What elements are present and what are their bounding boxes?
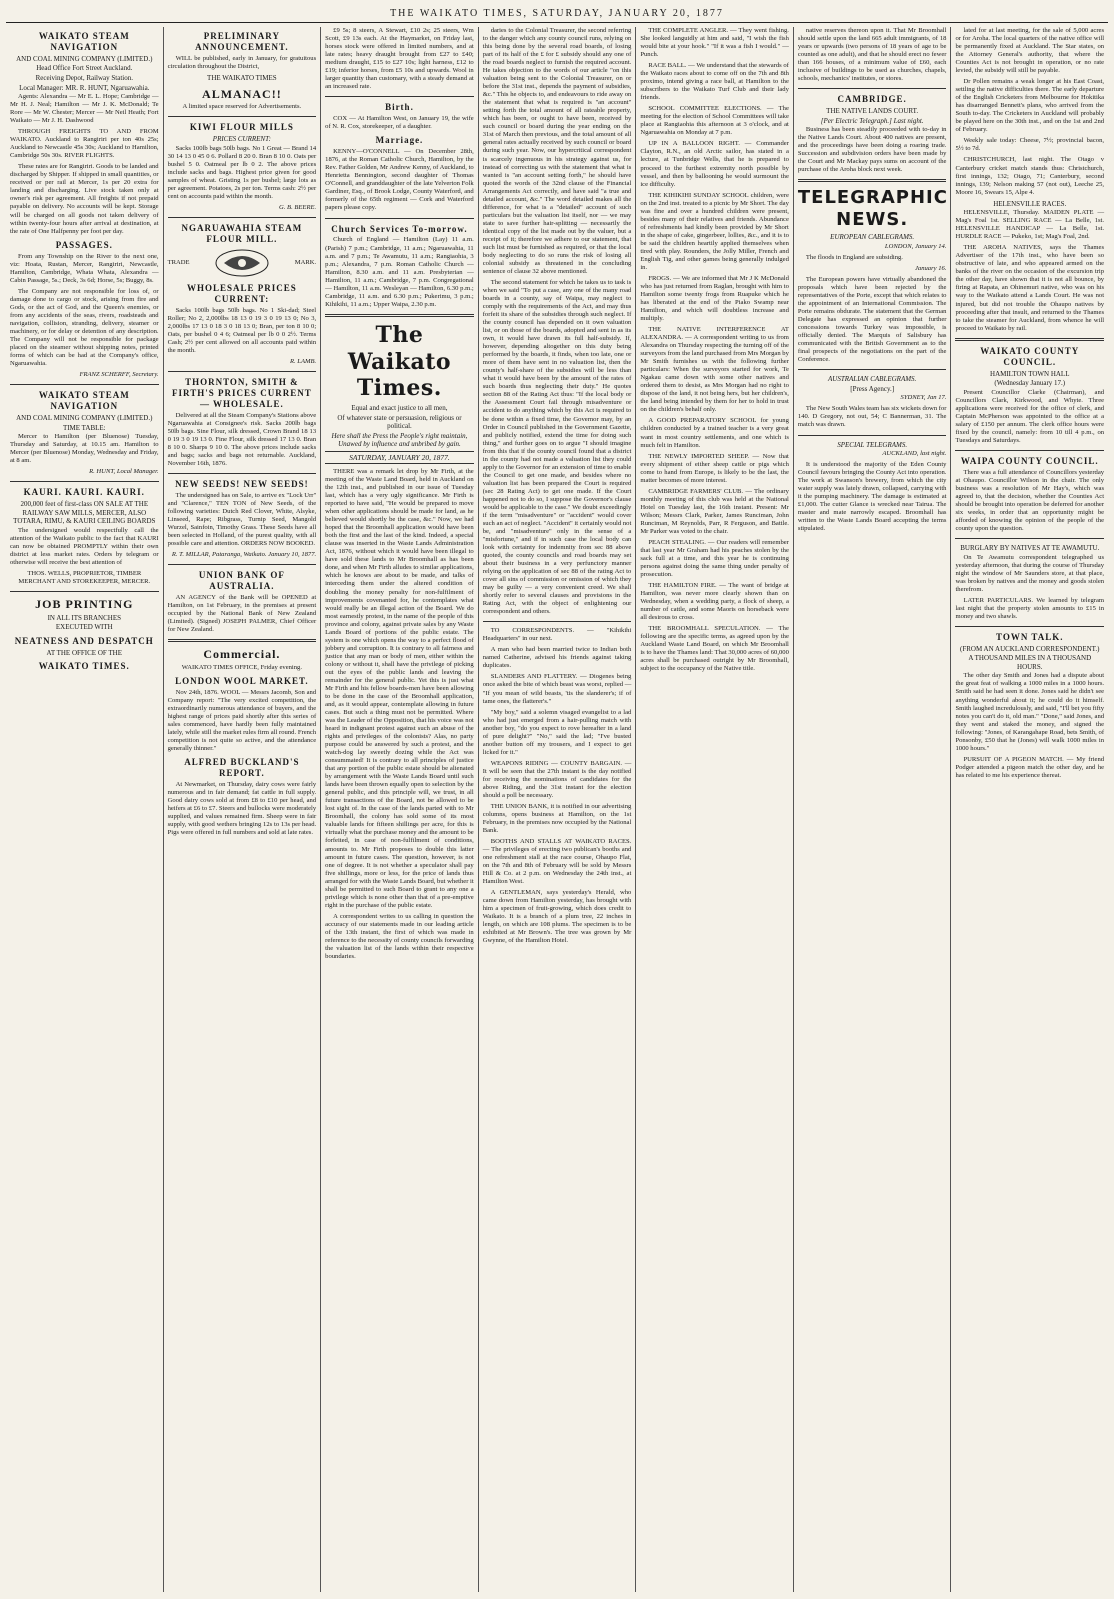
burglary-body: On Te Awamutu correspondent telegraphed us yesterday afternoon, that during the course of Thursday night the window of Mr Saunders store, at that place, was broken by natives and the money and goods stolen therefrom. [955, 553, 1105, 593]
divider [798, 88, 947, 89]
timetable-title: WAIKATO STEAM NAVIGATION [38, 390, 130, 411]
slanders-flattery: SLANDERS AND FLATTERY. — Diogenes being once asked the bite of which beast was worst, replied — "If you mean of wild beasts, 'tis the slanderer's; if of tame ones, the flatterer's." [482, 673, 632, 705]
town-talk-title: A THOUSAND MILES IN A THOUSAND HOURS. [968, 654, 1092, 671]
divider [955, 626, 1104, 627]
preparatory-school: A GOOD PREPARATORY SCHOOL for young children conducted by a trained teacher is a very great want in most country settlements, and one which is much felt in Hamilton. [640, 417, 789, 449]
divider [10, 384, 159, 385]
county-date: (Wednesday January 17.) [994, 379, 1066, 388]
timetable-text: Mercer to Hamilton (per Bluenose) Tuesday, Thursday and Saturday, at 10.15 am. Hamilton to Mercer (per Bluenose) Monday, Wednesday and Friday, at 8 am. [10, 433, 159, 465]
column-3 [321, 27, 479, 1592]
kiwi-signature: G. B. BEERE. [278, 203, 317, 211]
steam-nav-title: WAIKATO STEAM NAVIGATION [38, 31, 130, 52]
wholesale-heading: WHOLESALE PRICES CURRENT: [186, 282, 297, 304]
divider [955, 538, 1104, 539]
native-interference: THE NATIVE INTERFERENCE AT ALEXANDRA. — A correspondent writing to us from Alexandra on Thursday respecting the turning off of the surveyors from the land purchased from Mrs Morgan by Mr Smith furnishes us with the following further particulars: When the surveyors started for work, Te Ngakau came down with some other natives and ordered them to desist, as Mrs Morgan had no right to dispose of the land, it not being hers, but her children's, the land being intended by them for her to hold in trust on the children's behalf only. [640, 326, 789, 414]
job-printing-sub: IN ALL ITS BRANCHES [47, 613, 122, 622]
cambridge-telegraph: [Per Electric Telegraph.] Last night. [820, 116, 924, 125]
passages-text: From any Township on the River to the next one, viz: Hoata, Rustan, Mercer, Rangiriri, Newcastle, Hamilton, Cambridge, Whata Whata, Alexandra — Cabin Passage, 5s.; Deck, 3s 6d; Horse, 5s; Buggy, 8s. [10, 252, 159, 284]
divider [955, 450, 1104, 451]
broomhall-speculation: THE BROOMHALL SPECULATION. — The following are the specific terms, as agreed upon by the Auckland Waste Land Board, on which Mr Broomhall is to have the Thames land: That 30,000 acres of 60,000 acres shall be purchased outright by Mr Broomhall, subject to the occupancy of the Native title. [640, 625, 789, 673]
town-talk-sub: (FROM AN AUCKLAND CORRESPONDENT.) [960, 644, 1100, 653]
leader-continued: daries to the Colonial Treasurer, the second referring to the danger which any county council runs, relying on this being done by the several road boards, of losing part of its half of the £ for £ subsidy should any one of the road boards neglect to furnish the required account. He takes objection to the words of our article "on this valuation being sent to the Colonial Treasurer, on or before the 31st inst., depends the payment of subsidies, &c." This he objects to, and endeavours to ride away on the statement that what is required is "an account" setting forth the total amount of all rateable property, which has been, or ought to have been, received by such council or board during the year ending on the 31st of March then previous, and the total amount of all general rates actually received by such council or board during such year. Now, our hypercritical correspondent is scarcely ingenuous in his strategy against us, for instead of correcting us with the statement that what is wanted is "an account setting forth," he should have quoted the words of the 32nd clause of the Financial Arrangements Act correctly, and have said "a true and detailed account, &c." The word detailed makes all the difference, for what is a "detailed" account of such particulars but the valuation list itself, nor — we may state to save further hair-splitting — necessarily the identical copy of the list made out by the valuer, but a receipt of it; therefore we adhere to our statement, that such list must be furnished as required, or that the local body neglecting to do so runs the risk of losing all colonial subsidy as threatened in the concluding sentence of clause 32 above mentioned. [482, 27, 632, 275]
school-elections: SCHOOL COMMITTEE ELECTIONS. — The meeting for the election of School Committees will take place at Rangiaohia this afternoon at 3 o'clock, and at Ngaruawahia on Monday at 7 p.m. [640, 105, 789, 137]
church-heading: Church Services To-morrow. [331, 223, 468, 234]
kauri-sub: 200,000 feet of first-class ON SALE AT THE RAILWAY SAW MILLS, MERCER, ALSO TOTARA, RIMU, & KAURI CEILING BOARDS [13, 500, 156, 526]
kauri-body: The undersigned would respectfully call the attention of the Waikato public to the fact that KAURI can now be obtained PROMPTLY within their own district at less market rates. Orders by telegram or otherwise will receive the best attention of [10, 526, 159, 566]
divider [168, 639, 317, 642]
trade-label: TRADE [167, 258, 190, 266]
cambridge-heading: CAMBRIDGE. [837, 94, 907, 105]
seeds-heading: NEW SEEDS! NEW SEEDS! [175, 479, 309, 490]
booths-stalls: BOOTHS AND STALLS AT WAIKATO RACES. — The privileges of erecting two publican's booths and one refreshment stall at the race course, Ohaupo Flat, on the 7th and 8th of February will be sold by Messrs Hill & Co. at 2 p.m. on Wednesday the 24th inst., at Hamilton West. [482, 838, 632, 886]
birth-heading: Birth. [385, 102, 414, 113]
columns [6, 27, 1108, 1592]
column-5 [636, 27, 794, 1592]
ngaruawahia-mill-heading: NGARUAWAHIA STEAM FLOUR MILL. [181, 222, 303, 244]
buckland-body: At Newmarket, on Thursday, dairy cows were fairly numerous and in fair demand; fat cattle in full supply. Good dairy cows sold at from £8 to £10 per head, and heifers at £6 to £7. Steers and bullocks were moderately supplied, and values remained firm. Sheep were in fair supply, with good wethers bringing 12s to 13s per head. Pigs were offered in full numbers and sold at late rates. [167, 781, 317, 837]
steam-nav-sub: AND COAL MINING COMPANY (LIMITED.) [16, 54, 153, 63]
kauri-signature: THOS. WELLS, PROPRIETOR, TIMBER MERCHANT AND STOREKEEPER, MERCER. [18, 569, 151, 585]
euro-body-1: The floods in England are subsiding. [805, 253, 903, 261]
kiwi-body: Sacks 100lb bags 50lb bags. No 1 Great — Brand 14 30 14 13 0 45 0 6. Pollard 8 20 0. Bran 8 10 0. Oats per bushel 5 0. Oatmeal per lb 0 2. The above prices include sacks and bags. Highest price given for good samples of wheat. Gristing 1s per bushel; large lots as per agreement. Potatoes, 2s per ton. Terms cash: 2½ per cent on accounts paid within the month. [167, 144, 317, 200]
market-continued: £9 5s; 8 steers, A Stewart, £10 2s; 25 steers, Wm Scott, £9 13s each. At the Haymarket, on Friday last, horses stock were offered in limited numbers, and at late rates; heavy draught brought from £27 to £40; medium draught, £15 to £27 10s; light harness, £12 to £19; inferior horses, from £5 10s and upwards. Wool in larger quantity than customary, with a steady demand at an increased rate. [325, 27, 474, 91]
trade-mark-row [168, 247, 317, 279]
weekly-sale: Weekly sale today: Cheese, 7½; provincial bacon, 5½ to 7d. [955, 137, 1105, 153]
divider [325, 96, 474, 97]
marriage-notice: KENNY—O'CONNELL — On December 28th, 1876, at the Roman Catholic Church, Hamilton, by the Rev. Father Golden, Mr Andrew Kenny, of Auckland, to Henrietta Bennington, second daughter of Thomas O'Connell, and granddaughter of the late Yelverton Folk Gardiner, Esq., of Brook Lodge, County Waterford, and formerly of the 65th regiment — Cork and Waterford papers please copy. [325, 148, 474, 212]
motto-line-1: Equal and exact justice to all men, [351, 404, 448, 413]
farmers-club: CAMBRIDGE FARMERS' CLUB. — The ordinary monthly meeting of this club was held at the National Hotel on Tuesday last, the 16th instant. Present: Mr Wilson; Messrs Clark, Parker, James Runciman, John Runciman, M Reynolds, Parr, R Ferguson, and Battle. Mr Parker was voted to the chair. [640, 487, 789, 535]
column-1 [6, 27, 164, 1592]
wholesale-body: Sacks 100lb bags 50lb bags. No 1 Ski-dad; Steel Roller; No 2, 2,000lbs 18 13 0 19 3 0 19 13 0; No 3, 2,000lbs 17 13 0 18 3 0 18 13 0; Bran, per ton 8 10 0; Oats, per bushel 0 4 6; Oatmeal per lb 0 0 2½. Terms Cash; 2½ per cent allowed on all accounts paid within the month. [167, 306, 317, 354]
town-hall-sub: HAMILTON TOWN HALL [990, 369, 1070, 378]
complete-angler: THE COMPLETE ANGLER. — They went fishing. She looked languidly at him and said, "I wish the fish would bite at your hook." "If it was a fish I would." — Punch. [640, 27, 789, 59]
column-7 [951, 27, 1108, 1592]
office-of-the: AT THE OFFICE OF THE [46, 648, 123, 657]
town-talk-body: The other day Smith and Jones had a dispute about the great feat of walking a 1000 miles in a 1000 hours. Smith said he had seen it done. Jones said he didn't see anything wonderful about it; he could do it himself. Smith laughed incredulously, and said, "I'll bet you fifty notes you can't do it, old man." "Done," said Jones, and they went and staked the money, and signed the following: "Jones, of Karangahape Road, bets Smith, of Ponsonby, £50 that he (Jones) will walk 1000 miles in 1000 hours." [955, 672, 1105, 752]
wool-market-body: Nov 24th, 1876. WOOL — Messrs Jacomb, Son and Company report: "The very excited competition, the extraordinarily numerous attendance of buyers, and the highest range of prices paid shortly after this series of sales commenced, have hardly been fully maintained lately, while still the market rules firm all round. French competition is not quite so active, and the attendance generally thinner." [167, 689, 317, 753]
agents-list: Agents: Alexandra — Mr E. L. Hope; Cambridge — Mr H. J. Neal; Hamilton — Mr J. K. McDonald; Te Rore — Mr W. Chester; Mercer — Mr Neil Heath; Fort Waikato — Mr J. H. Dashwood [10, 93, 159, 125]
special-body: It is understood the majority of the Eden County Council favours bringing the County Act into operation. The work at Swanson's brewery, from which the city water supply was lately drawn, collapsed, carrying with it the pumping machinery. The damage is estimated at £1,000. The cutter Glance is wrecked near Tairua. The master and mate narrowly escaped. Broomhall has written to the Waste Lands Board accepting the terms stipulated. [797, 461, 947, 533]
seeds-body: The undersigned has on Sale, to arrive ex "Lock Urr" and "Clarence," TEN TON of New Seeds, of the following varieties: Dutch Red Clover, White, Alsyke, Linseed, Rape; Ribgrass, Turnip Seed, Mangold Wurzel, Sainfoin, Timothy Grass. These Seeds have all been selected in Holland, of the purest quality, with all possible care and attention. ORDERS NOW BOOKED. [167, 492, 317, 548]
waikato-times-footer: WAIKATO TIMES. [38, 661, 130, 672]
riding-notice: WEAPONS RIDING — COUNTY BARGAIN. — It will be seen that the 27th instant is the day notified for receiving the nominations of candidates for the above Riding, and the 31st instant for the election should a poll be necessary. [482, 759, 632, 799]
balloon-note: UP IN A BALLOON RIGHT. — Commander Clayton, R.N., an old Arctic sailor, has stated in a lecture, at Tunbridge Wells, that he is prepared to proceed to the furthest extremity north possible by vessel, and then by ballooning he would surmount the ice difficulty. [640, 140, 789, 188]
native-lands-court: THE NATIVE LANDS COURT. [826, 107, 919, 116]
freights: THROUGH FREIGHTS TO AND FROM WAIKATO. Auckland to Rangiriri per ton 40s 25s; Auckland to Newcastle 45s 30s; Auckland to Hamilton, Cambridge 50s 30s. RIVER FLIGHTS. [10, 128, 159, 160]
divider [798, 179, 947, 182]
head-office: Head Office Fort Street Auckland. [36, 64, 133, 73]
divider [168, 217, 317, 218]
executed-with: EXECUTED WITH [55, 623, 113, 632]
imported-sheep: THE NEWLY IMPORTED SHEEP. — Now that every shipment of either sheep cattle or pigs which come to hand from Europe, is likely to be the last, the matter becomes of more interest. [640, 452, 789, 484]
buckland-heading: ALFRED BUCKLAND'S REPORT. [184, 757, 300, 779]
divider [798, 435, 947, 436]
aus-dateline: SYDNEY, Jan 17. [900, 394, 947, 402]
timetable-signature: R. HUNT, Local Manager. [89, 468, 159, 476]
aroha-natives: THE AROHA NATIVES, says the Thames Advertiser of the 17th inst., who have been so obstructive of late, and who appeared armed on the banks of the river on the occasion of the excursion trip the other day, have shown that it is not all bounce, by firing at Rapata, an Ohinemuri native, who was on his way to the Waikato attend a Lands Court. He was not injured, but did not trouble the Ohaupo natives by proceeding after that insult, and returned to the Thames to take the steamer for Auckland, from whence he will proceed to Waikato by rail. [955, 244, 1105, 332]
editorial-dateline: SATURDAY, JANUARY 20, 1877. [325, 451, 474, 464]
waikato-county-heading: WAIKATO COUNTY COUNCIL. [980, 345, 1080, 367]
divider [325, 218, 474, 219]
local-manager: Local Manager: MR. R. HUNT, Ngaruawahia. [19, 83, 150, 92]
motto-line-2: Of whatever state or persuasion, religious or political. [337, 413, 462, 431]
masthead: THE WAIKATO TIMES, SATURDAY, JANUARY 20, 1877 [6, 8, 1108, 23]
column-2 [164, 27, 322, 1592]
later-particulars: LATER PARTICULARS. We learned by telegram last night that the property stolen amounts to £15 in money and two shawls. [955, 596, 1105, 620]
telegram-continued: lated for at last meeting, for the sale of 5,000 acres or for Aroha. The local quarters of the native office will be permanently fixed at Auckland. The Star states, on the Attorney General's authority, that where the Counties Act is not brought in operation, or no rate levied, the subsidy will still be payable. [955, 27, 1105, 75]
european-cablegrams-heading: EUROPEAN CABLEGRAMS. [830, 233, 915, 242]
hamilton-bridge: THE HAMILTON FIRE. — The want of bridge at Hamilton, was never more clearly shown than on Wednesday, when a wedding party, a flock of sheep, a number of cattle, and some Maoris on horseback were all desirous to cross. [640, 582, 789, 622]
crest-icon [212, 247, 272, 279]
divider [168, 473, 317, 474]
divider [168, 116, 317, 117]
union-bank-note: THE UNION BANK, it is notified in our advertising columns, opens business at Hamilton, on the 1st February, in the premises now occupied by the National Bank. [482, 802, 632, 834]
divider [168, 371, 317, 372]
union-bank-heading: UNION BANK OF AUSTRALIA. [198, 570, 285, 592]
timetable-sub: AND COAL MINING COMPANY (LIMITED.) [16, 413, 153, 422]
australian-cablegrams-heading: AUSTRALIAN CABLEGRAMS. [828, 375, 917, 384]
freight-rules: These rates are for Rangiriri. Goods to be landed and discharged by Shipper. If shipped in small quantities, or received or per rail at Mercer, 1s per 20 extra for landing and discharging. Live stock taken only at owner's risk per agreement. All freights if not prepaid payable on delivery. No accounts will be kept. Storage will be charged on all goods not taken delivery of within twenty-four hours after arrival at destination, at the rate of One Halfpenny per foot per day. [10, 163, 159, 235]
seeds-signature: R. T. MILLAR, Pataranga, Waikato. January 10, 1877. [171, 551, 317, 559]
motto-line-3: Here shall the Press the People's right maintain, Unawed by influence and unbribed by gain. [331, 431, 468, 449]
divider [955, 338, 1104, 341]
job-printing-title: JOB PRINTING [35, 596, 134, 611]
mark-label: MARK. [294, 258, 317, 266]
press-agency: [Press Agency.] [850, 384, 895, 393]
aus-body: The New South Wales team has six wickets down for 140. D Gregory, not out, 54; C Bannerman, 31. The match was drawn. [797, 405, 947, 429]
divider [483, 621, 632, 622]
receiving-depot: Receiving Depot, Railway Station. [35, 74, 133, 82]
thornton-heading: THORNTON, SMITH & FIRTH'S PRICES CURRENT — WHOLESALE. [172, 377, 312, 409]
liability-text: The Company are not responsible for loss of, or damage done to cargo or stock, arising from fire and Gods, or the act of God, and the Queen's enemies, or from any accidents of the seas, rivers, roadsteads and navigation, collision, stranding, delivery, steamer or machinery, or for delay or detention of any description. The Company will not be responsible for package placed on the steamer without shipping notes, printed forms of which can be had at the Company's office, Ngaruawahia. [10, 287, 159, 367]
county-body: Present Councillor Clarke (Chairman), and Councillors Clark, Kirkwood, and Whyte. Three applications were received for the office of clerk, and Captain McPherson was appointed to the office at a salary of £150 per annum. The clerk office hours were fixed by the council, namely: from 10 till 4 p.m., on Tuesdays and Saturdays. [955, 388, 1105, 444]
kiwi-heading: KIWI FLOUR MILLS [189, 122, 294, 133]
married-twice: A man who had been married twice to Indian both named Catherine, advised his friends against taking duplicates. [482, 646, 632, 670]
special-telegrams-heading: SPECIAL TELEGRAMS. [837, 440, 908, 449]
wool-market-heading: LONDON WOOL MARKET. [175, 676, 309, 687]
divider [10, 591, 159, 592]
special-dateline: AUCKLAND, last night. [882, 450, 947, 458]
burglary-heading: BURGLARY BY NATIVES AT TE AWAMUTU. [960, 544, 1100, 553]
euro-body-2: The European powers have virtually abandoned the proposals which have been rejected by the representatives of the Porte, except that which relates to the appointment of an International Commission. The Porte remains obdurate. The statement that the German Delegate has expressed an opinion that further concessions towards Turkey was impossible, is officially denied. The Marquis of Salisbury has communicated with the British Government as to the final prospects of the negotiations on the part of the Conference. [797, 275, 947, 364]
secretary-signature: FRANZ SCHERFF, Secretary. [79, 371, 159, 378]
wholesale-signature: R. LAMB. [289, 358, 317, 365]
timetable-heading: TIME TABLE: [62, 423, 106, 432]
town-talk-heading: TOWN TALK. [996, 631, 1064, 642]
waipa-body: There was a full attendance of Councillors yesterday at Ohaupo. Councillor Wilson in the chair. The only business was a resolution of Mr Hay's, which was agreed to, that the decision, whether the Counties Act should be brought into operation be deferred for another six weeks, in order that an opportunity might be afforded of knowing the opinion of the people of the county upon the question. [955, 468, 1105, 533]
broomhall-continued: native reserves thereon upon it. That Mr Broomhall should settle upon the land 665 adult immigrants, of 18 years or upwards (two persons of 18 years of age to be counted as one adult), and that he should erect no fewer than 166 houses, of a minimum value of £60, each inclusive of buildings to be used as churches, chapels, schools, mechanics' institutes, or stores. [797, 27, 947, 83]
cambridge-body: Business has been steadily proceeded with to-day in the Native Lands Court. About 400 natives are present, and the proceedings have been doing a roaring trade. Succession and subdivision orders have been made by the Court and Mr Mackay pays sums on account of the purchase of the Aroha block next week. [797, 126, 947, 174]
prelim-text: WILL be published, early in January, for gratuitous circulation throughout the District, [167, 54, 317, 70]
pigeon-match: PURSUIT OF A PIGEON MATCH. — My friend Podger attended a pigeon match the other day, and he has related to me his experience thereat. [955, 755, 1105, 779]
church-services: Church of England — Hamilton (Lay) 11 a.m. (Parish) 7 p.m.; Cambridge, 11 a.m.; Ngaruawahia, 11 a.m. and 7 p.m.; Te Awamutu, 11 a.m.; Rangiaohia, 3 p.m.; Alexandra, 7 p.m. Roman Catholic Church — Hamilton, 8.30 a.m. and 11 a.m. Presbyterian — Hamilton, 11 a.m.; Cambridge, 7 p.m. Congregational — Hamilton, 11 a.m. Wesleyan — Hamilton, 6.30 p.m.; Cambridge, 11 a.m. and 6.30 p.m.; Pukerimu, 3 p.m.; Kihikihi, 11 a.m.; Upper Waipa, 2.30 p.m. [325, 236, 474, 308]
thornton-body: Delivered at all the Steam Company's Stations above Ngaruawahia at Consignee's risk. Sacks 200lb bags 50lb bags. Sine Flour, silk dressed, Crown Brand 18 13 0 19 3 0 19 13 0. Fine Flour, silk dressed 17 13 0. Bran 8 10 0. Sharps 9 10 0. The above prices include sacks and bags; sacks and bags not returnable. Auckland, November 16th, 1876. [167, 411, 317, 468]
column-6 [794, 27, 952, 1592]
waipa-county-heading: WAIPA COUNTY COUNCIL. [960, 455, 1099, 466]
almanac-title: ALMANAC!! [202, 86, 282, 101]
commercial-heading: Commercial. [203, 647, 281, 662]
passages-heading: PASSAGES. [55, 239, 113, 250]
divider [798, 369, 947, 370]
race-ball: RACE BALL. — We understand that the stewards of the Waikato races about to come off on the 7th and 8th proximo, intend giving a race ball, at Hamilton to the subscribers to the Waikato Turf Club and their lady friends. [640, 62, 789, 102]
leader-article-2: A correspondent writes to us calling in question the accuracy of our statements made in our leading article of the 13th instant, the first of which was made in reference to the necessity of county councils forwarding the valuation list of the lands within their respective boundaries. [325, 912, 474, 960]
euro-dateline-2: January 16. [914, 264, 947, 272]
column-4 [479, 27, 637, 1592]
to-correspondents: TO CORRESPONDENTS. — "Kihikihi Headquarters" in our next. [482, 627, 632, 643]
commercial-office: WAIKATO TIMES OFFICE, Friday evening. [181, 664, 302, 672]
frogs-note: FROGS. — We are informed that Mr J K McDonald who has just returned from Raglan, brought with him to Hamilton some twenty frogs from Ruapuke which he has liberated at the end of the Piako Swamp near Hamilton, and which will doubtless increase and multiply. [640, 274, 789, 323]
leader-continued-2: The second statement for which he takes us to task is when we said "To put a case, any one of the many road boards in a county, say of Waipa, may neglect to comply with the requirements of the Act, and may thus forfeit its share of the subsidies through such neglect. If the county council has depended on it own valuation list, or on those of the boards, adopted and sent in as its own, it would have drawn its full half-subsidy. If, however, depending altogether on this duty being performed by the boards, it finds, when too late, one or more of them have sent in no valuation list, then the county's half-share of the subsidies will be less than what it would have been by the amount of the rates of such boards thus neglecting their duty." He quotes section 88 of the Rating Act thus: "If the local body or the Assessment Court fail through misadventure or accident to do anything which by this Act is required to be done within a fixed time, the Governor may, by an Order in Council published in the Government Gazette, and publicly notified, extend the time for doing such thing," and further goes on to argue "I should imagine from this that if the county council found that a district in the county had not made a valuation list they could apply to the Governor for an extension of time to enable the Council to get one made, and besides where no valuation list has been prepared the Court is required (sec 28 Rating Act) to get one made. If the Court happened not to do so, I suppose the Governor's clause would be applicable to the case." We doubt exceedingly if the term "misadventure" or "accident" would cover such an act of neglect. "Accident" it certainly would not be, and "misadventure" only in the sense of a "misfortune," and if in such case the local body can look with certainty for indemnity from sec 88 above quoted, the county councils and road boards may set about their business in a very perfunctory manner relying on the application of sec 88 of the rating Act to cover all sins of commission or omission of which they may be guilty — a very convenient creed. We shall shortly refer to several clauses and provisions in the Rating Act, with the object of enlightening our correspondent and others. [482, 278, 632, 616]
union-bank-body: AN AGENCY of the Bank will be OPENED at Hamilton, on 1st February, in the premises at present occupied by the National Bank of New Zealand (Limited). (Signed) JOSEPH PALMER, Chief Officer for New Zealand. [167, 594, 317, 634]
sunday-school-picnic: THE KIHIKIHI SUNDAY SCHOOL children, were on the 2nd inst. treated to a picnic by Mr Short. The day was fine and over a hundred children were present, besides many of their relatives and friends. Abundance of refreshments had kindly been provided by Mr Short in the shape of cake, gingerbeer, lollies, &c., and it is to be said the children heartily applied themselves when tired with play. Rounders, the Jolly Miller, French and English Tig, and other games being generally indulged in. [640, 191, 789, 271]
marriage-heading: Marriage. [375, 135, 424, 146]
divider [168, 564, 317, 565]
prelim-heading: PRELIMINARY ANNOUNCEMENT. [195, 31, 289, 52]
divider [10, 481, 159, 482]
leader-article: THERE was a remark let drop by Mr Firth, at the meeting of the Waste Land Board, held in Auckland on the 12th inst., and published in our issue of Tuesday last, which has a very ugly significance. Mr Firth is reported to have said, "He would be prepared to move when other applications should be made for land, as he believed would shortly be the case, &c." Now, we had hoped that the Broomhall application would have been both the first and the last of the kind. Indeed, a special clause was inserted in the Waste Lands Administration Act, 1876, without which it would have been illegal to have sold these lands to Mr Broomhall as has been done, and when Mr Firth alludes to similar applications, which he knows are about to be made, and talks of interceding them under the altered condition of doubling the money penalty for non-fulfilment of improvements covenanted for, he contemplates what would really be an illegal action of the Board. We do most earnestly protest, in the name of the people of this province and colony, against private sales by any Waste Lands Board of portions of the public estate. The system is one which opens the way to a perfect flood of jobbery and corruption. It is contrary to all fairness and justice that any man or body of men, either within the colony or without it, shall have the privilege of picking out the eyes of the public lands and leaving the remainder for the general public. Yet this is just what Mr Firth and his fellow boards-men have been allowing to be done in the case of the Broomhall application, and, as it would appear, contemplate allowing in future cases. But such a thing must not be permitted. Where was the Leader of the Opposition, that his voice was not heard in indignant protest against such an abuse of the rights and privileges of the colonists? Alas, no party purpose could be answered by such a protest, and the watch-dog lay sweetly dozing while the Act was consummated! It is contrary to all principles of justice that any portion of the public estate should be alienated by arrangement with the Waste Lands Board until such lands have been thrown equally open to selection by the general public, and this principle will, we trust, in all future transactions of the Board, not be allowed to be lost sight of. In the case of the lands parted with to Mr Broomhall, the colony has sold some of its most valuable lands for fifteen shillings per acre, for this is virtually what the purchase money and the amount to be forfeited, in case of non-fulfilment of conditions, amounts to. Mr Firth proposes to double this latter amount in future cases. The question, however, is not one of degree. It is not whether a speculator shall pay five shillings, more or less, for the price of lands thus arranged for with the Waste Lands Board, but whether it shall be permitted to such Board to grant to any one a privilege which is none other than that of a pre-emptive right in the purchase of the public estate. [325, 468, 474, 909]
almanac-note: A limited space reserved for Advertisements. [182, 103, 302, 111]
plum-specimen: A GENTLEMAN, says yesterday's Herald, who came down from Hamilton yesterday, has brought with him a specimen of fruit-growing, which does credit to Waikato. It is a branch of a plum tree, 22 inches in length, on which are 108 plums. The specimen is to be exhibited at Mr Brown's. The tree was grown by Mr Gwynne, of the Hamilton Hotel. [482, 889, 632, 945]
helensville-results: HELENSVILLE, Thursday. MAIDEN PLATE — Mag's Foal 1st. SELLING RACE — La Belle, 1st. HELENSVILLE HANDICAP — La Belle, 1st. HURDLE RACE — Pukeko, 1st; Mag's Foal, 2nd. [955, 209, 1105, 241]
almanac-pre: THE WAIKATO TIMES [207, 74, 277, 82]
paper-title: The Waikato Times. [347, 321, 452, 402]
kauri-title: KAURI. KAURI. KAURI. [23, 487, 145, 498]
euro-dateline-1: LONDON, January 14. [884, 242, 947, 250]
kiwi-sub: PRICES CURRENT: [212, 135, 271, 144]
christchurch-cricket: CHRISTCHURCH, last night. The Otago v Canterbury cricket match stands thus: Christchurch, first innings, 132; Otago, 71; Canterbury, second innings, 139; Nelson making 57 (not out), Leeche 25, Moore 16, Swears 15, Alpe 4. [955, 156, 1105, 196]
telegraphic-news-title: TELEGRAPHIC NEWS. [797, 187, 948, 231]
cricketers-note: Dr Pollen remains a weak longer at his East Coast, settling the native difficulties there. The early departure of the English Cricketers from Melbourne for Hokitika has disarranged Bennett's plans, who arrived from the South to-day. The Cricketers in Auckland will probably be played here on the 30th inst., and on the 1st and 2nd of February. [955, 78, 1105, 134]
birth-notice: COX — At Hamilton West, on January 19, the wife of N. R. Cox, storekeeper, of a daughter. [325, 115, 474, 131]
helensville-heading: HELENSVILLE RACES. [993, 199, 1067, 208]
divider [325, 314, 474, 317]
peach-stealing: PEACH STEALING. — Our readers will remember that last year Mr Graham had his peaches stolen by the sack full at a time, and this year he is continuing persons against doing the same thing under penalty of prosecution. [640, 538, 789, 578]
my-boy-anecdote: "My boy," said a solemn visaged evangelist to a lad who had just emerged from a hair-pulling match with another boy, "do you expect to rove hereafter in a land of pure delight?" "No," said the lad; "I've busted another button off my trousers, and I expect to get licked for it." [482, 708, 632, 756]
neatness-despatch: NEATNESS AND DESPATCH [14, 635, 154, 646]
